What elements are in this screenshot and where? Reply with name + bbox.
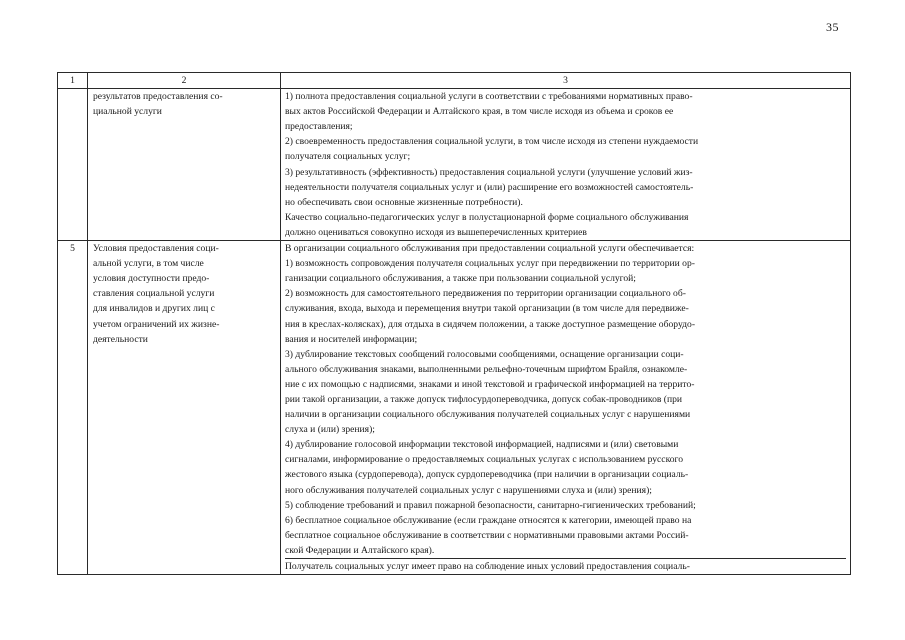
table-row xyxy=(58,89,851,241)
row4-number-cell xyxy=(58,89,88,241)
row5-description-line: слуха и (или) зрения); xyxy=(285,424,375,436)
row4-description-line: но обеспечивать свои основные жизненные потребности). xyxy=(285,196,523,208)
services-table xyxy=(57,72,851,575)
row5-description-line: ного обслуживания получателей социальных услуг с нарушениями слуха и (или) зрения); xyxy=(285,484,652,496)
row5-criterion-line: деятельности xyxy=(93,333,148,345)
row5-criterion-line: ставления социальной услуги xyxy=(93,288,215,300)
row5-criterion-line: Условия предоставления соци- xyxy=(93,243,219,255)
row5-description-line: сигналами, информирование о предоставляемых социальных услугах с использованием русского xyxy=(285,454,684,466)
header-col-2: 2 xyxy=(88,73,281,89)
row5-description-line: ганизации социального обслуживания, а также при пользовании социальной услугой; xyxy=(285,273,636,285)
row5-description-line: рии такой организации, а также допуск тифлосурдопереводчика, допуск собак-проводников (при xyxy=(285,393,683,405)
row5-description-line: служивания, входа, выхода и перемещения внутри такой организации (в том числе для передвиже- xyxy=(285,303,689,315)
row4-description-line: 2) своевременность предоставления социальной услуги, в том числе исходя из степени нуждаемости xyxy=(285,136,699,148)
row5-description-line: В организации социального обслуживания при предоставлении социальной услуги обеспечивается: xyxy=(285,243,695,255)
row4-criterion-cell xyxy=(88,89,281,241)
row5-number-cell xyxy=(58,241,88,575)
row4-criterion-line: циальной услуги xyxy=(93,106,162,118)
row4-criterion-line: результатов предоставления со- xyxy=(93,91,223,103)
row4-description-cell xyxy=(281,89,851,241)
row4-description-line: вых актов Российской Федерации и Алтайского края, в том числе исходя из объема и сроков ее xyxy=(285,106,674,118)
row5-description-line: ального обслуживания знаками, выполненными рельефно-точечным шрифтом Брайля, ознакомле- xyxy=(285,363,688,375)
row5-criterion-line: для инвалидов и других лиц с xyxy=(93,303,215,315)
row5-description-line: жестового языка (сурдоперевода), допуск сурдопереводчика (при наличии в организации социаль- xyxy=(285,469,689,481)
row5-description-cell xyxy=(281,241,851,575)
row5-description-line: наличии в организации социального обслуживания получателей социальных услуг с нарушениями xyxy=(285,409,691,421)
row5-description-line: вания и носителей информации; xyxy=(285,333,418,345)
row4-description-line: Качество социально-педагогических услуг в полустационарной форме социального обслуживания xyxy=(285,211,689,223)
row5-description-line: бесплатное социальное обслуживание в соответствии с нормативными правовыми актами Россий- xyxy=(285,529,689,541)
row5-description-line: 4) дублирование голосовой информации текстовой информацией, надписями и (или) световыми xyxy=(285,439,679,451)
row5-description-line: 2) возможность для самостоятельного передвижения по территории организации социального об- xyxy=(285,288,686,300)
row5-criterion-line: учетом ограничений их жизне- xyxy=(93,318,220,330)
row5-description-line: ния в креслах-колясках), для отдыха в сидячем положении, а также доступное размещение оборудо- xyxy=(285,318,696,330)
row5-criterion-line: условия доступности предо- xyxy=(93,273,210,285)
row4-description-line: должно оцениваться совокупно исходя из вышеперечисленных критериев xyxy=(285,226,587,238)
row5-description-line: 1) возможность сопровождения получателя социальных услуг при передвижении по территории ор- xyxy=(285,258,695,270)
row5-description-line: Получатель социальных услуг имеет право на соблюдение иных условий предоставления социаль- xyxy=(285,558,846,574)
header-col-1: 1 xyxy=(58,73,88,89)
header-col-3: 3 xyxy=(281,73,851,89)
page-number: 35 xyxy=(826,20,839,34)
row5-description-line: 5) соблюдение требований и правил пожарной безопасности, санитарно-гигиенических требований; xyxy=(285,499,696,511)
table-row xyxy=(58,241,851,575)
row4-description-line: 1) полнота предоставления социальной услуги в соответствии с требованиями нормативных право- xyxy=(285,91,693,103)
row-number: 5 xyxy=(70,243,75,255)
row4-description-line: предоставления; xyxy=(285,121,353,133)
table-header-row xyxy=(58,73,851,89)
row5-criterion-line: альной услуги, в том числе xyxy=(93,258,204,270)
row4-description-line: недеятельности получателя социальных услуг и (или) расширение его возможностей самостоятель- xyxy=(285,181,694,193)
row4-description-line: получателя социальных услуг; xyxy=(285,151,411,163)
row5-description-line: 3) дублирование текстовых сообщений голосовыми сообщениями, оснащение организации соци- xyxy=(285,348,684,360)
row5-description-line: ние с их помощью с надписями, знаками и иной текстовой и графической информацией на террито- xyxy=(285,378,695,390)
row5-criterion-cell xyxy=(88,241,281,575)
row4-description-line: 3) результативность (эффективность) предоставления социальной услуги (улучшение условий жиз- xyxy=(285,166,693,178)
row5-description-line: 6) бесплатное социальное обслуживание (если граждане относятся к категории, имеющей право на xyxy=(285,514,692,526)
row5-description-line: ской Федерации и Алтайского края). xyxy=(285,544,435,556)
